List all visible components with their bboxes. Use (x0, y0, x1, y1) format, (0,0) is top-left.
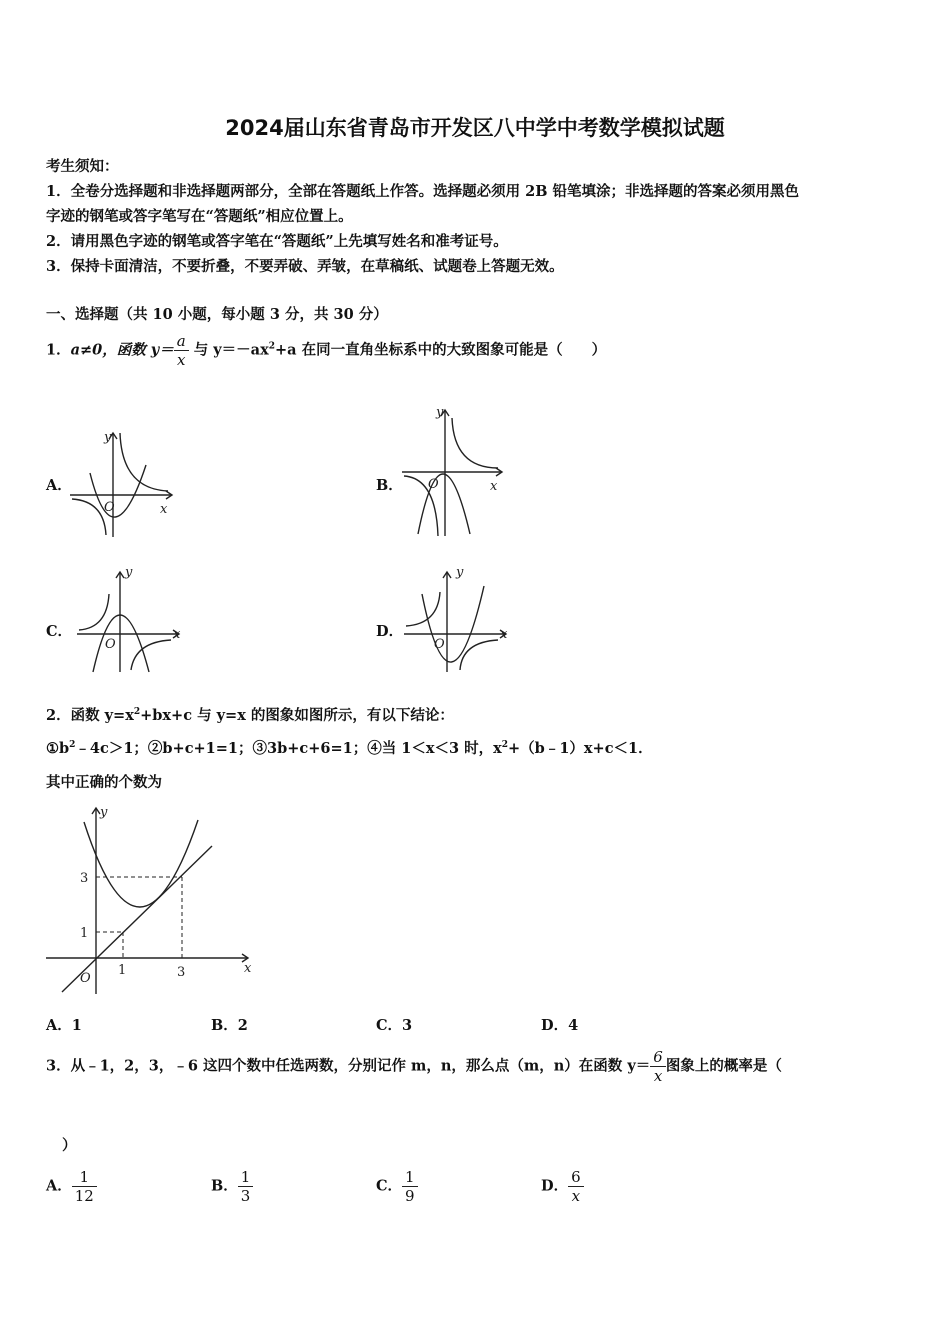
origin-label: O (104, 500, 115, 515)
q1-graph-c (75, 564, 185, 676)
q2-option-d-value: 4 (568, 1017, 579, 1034)
q3-option-c-num: 1 (405, 1168, 415, 1186)
q1-option-a-label[interactable]: A． (46, 477, 72, 494)
q1-sup: 2 (268, 341, 275, 352)
x-tick-1: 1 (118, 963, 127, 978)
hyperbola-branch-1 (79, 594, 109, 630)
q1-lead: 1． (46, 341, 71, 359)
q3-option-d-label: D． (541, 1177, 569, 1195)
origin-label: O (434, 637, 445, 652)
q2-option-b[interactable] (211, 1014, 248, 1035)
q3-text-b: 图象上的概率是（ (665, 1057, 782, 1075)
x-label: x (160, 502, 168, 517)
q1-frac-num: a (176, 332, 186, 350)
q3-option-d[interactable] (541, 1168, 584, 1205)
q3-paren-close: ） (62, 1137, 77, 1154)
question-2-line-1 (46, 704, 454, 725)
q3-option-a-label: A． (46, 1177, 72, 1195)
x-label: x (500, 627, 508, 642)
q1-cond: a≠0，函数 y＝ (70, 341, 174, 359)
hyperbola-branch-1 (452, 418, 498, 468)
q3-text-a: 3．从﹣1，2，3，﹣6 这四个数中任选两数，分别记作 m，n，那么点（m，n）在函数 y＝ (46, 1057, 651, 1075)
q3-option-b-den: 3 (238, 1186, 254, 1205)
q3-option-c-frac (402, 1168, 418, 1205)
q2-line2-a: ①b (46, 740, 70, 757)
x-label: x (490, 479, 498, 494)
origin-label: O (428, 477, 439, 492)
q2-line1-b: +bx+c 与 y=x 的图象如图所示，有以下结论： (140, 707, 454, 724)
q3-option-c[interactable] (376, 1168, 418, 1205)
q2-option-d-label: D． (541, 1017, 569, 1034)
q3-option-d-den: x (568, 1186, 584, 1205)
origin-label: O (80, 971, 91, 986)
y-label: y (456, 565, 464, 580)
y-tick-3: 3 (80, 871, 89, 886)
notice-item-3: 3．保持卡面清洁，不要折叠，不要弄破、弄皱，在草稿纸、试题卷上答题无效。 (46, 258, 564, 275)
q1-option-c-label[interactable]: C． (46, 623, 73, 640)
q2-line2-sup2: 2 (501, 740, 509, 751)
notice-item-2: 2．请用黑色字迹的钢笔或答字笔在“答题纸”上先填写姓名和准考证号。 (46, 233, 508, 250)
q2-option-a[interactable] (46, 1014, 82, 1035)
q2-option-c-value: 3 (402, 1017, 413, 1034)
q3-frac-den: x (650, 1066, 666, 1085)
page-title: 2024届山东省青岛市开发区八中学中考数学模拟试题 (225, 116, 725, 140)
x-label: x (244, 961, 252, 976)
q1-option-d-label[interactable]: D． (376, 623, 404, 640)
q2-line2-sup1: 2 (69, 740, 76, 751)
q3-frac-num: 6 (653, 1048, 663, 1066)
q3-option-a-den: 12 (72, 1186, 97, 1205)
q2-option-a-value: 1 (71, 1017, 82, 1034)
parabola (418, 474, 470, 534)
question-2-line-3: 其中正确的个数为 (46, 774, 162, 791)
y-label: y (104, 430, 112, 445)
q2-line1-sup: 2 (133, 707, 141, 718)
q2-option-c[interactable] (376, 1014, 412, 1035)
q1-fraction (174, 332, 189, 369)
q3-option-d-num: 6 (571, 1168, 581, 1186)
y-label: y (100, 805, 108, 820)
q1-graph-a (68, 425, 178, 543)
q2-line2-c: +（b﹣1）x+c＜1． (508, 740, 653, 757)
question-3-text (46, 1048, 782, 1085)
q1-graph-b (400, 402, 510, 540)
notice-item-1: 1．全卷分选择题和非选择题两部分，全部在答题纸上作答。选择题必须用 2B 铅笔填涂；非选择题的答案必须用黑色 (46, 183, 800, 200)
q3-option-b-num: 1 (240, 1168, 251, 1186)
q1-mid: 与 y＝－ax (188, 341, 269, 359)
q1-tail: +a 在同一直角坐标系中的大致图象可能是（ ） (274, 341, 607, 359)
q2-option-c-label: C． (376, 1017, 403, 1034)
x-label: x (173, 627, 181, 642)
parabola (84, 820, 198, 907)
q3-option-b-label: B． (211, 1177, 238, 1195)
q3-option-d-frac (568, 1168, 584, 1205)
q3-option-c-den: 9 (402, 1186, 418, 1205)
q2-line2-b: ﹣4c＞1；②b+c+1=1；③3b+c+6=1；④当 1＜x＜3 时，x (75, 740, 502, 757)
parabola (422, 586, 484, 662)
q1-option-b-label[interactable]: B． (376, 477, 403, 494)
q2-option-d[interactable] (541, 1014, 578, 1035)
hyperbola-branch-2 (131, 640, 171, 670)
q3-option-b[interactable] (211, 1168, 253, 1205)
parabola (93, 615, 149, 672)
q2-option-a-label: A． (46, 1017, 72, 1034)
q2-line1-a: 2．函数 y=x (46, 707, 134, 724)
q3-option-a-frac (72, 1168, 97, 1205)
q3-option-b-frac (238, 1168, 254, 1205)
q1-graph-d (402, 564, 514, 676)
question-2-line-2 (46, 737, 653, 758)
notice-item-1-cont: 字迹的钢笔或答字笔写在“答题纸”相应位置上。 (46, 208, 353, 225)
q2-option-b-label: B． (211, 1017, 238, 1034)
q1-frac-den: x (174, 350, 189, 369)
parabola (90, 465, 146, 517)
origin-label: O (105, 637, 116, 652)
question-1-text (46, 332, 606, 369)
q2-graph (44, 800, 259, 998)
hyperbola-branch-1 (120, 433, 168, 491)
q3-option-a-num: 1 (79, 1168, 90, 1186)
q2-option-b-value: 2 (237, 1017, 248, 1034)
y-tick-1: 1 (80, 926, 89, 941)
section-heading: 一、选择题（共 10 小题，每小题 3 分，共 30 分） (46, 306, 388, 323)
q3-fraction (650, 1048, 666, 1085)
notice-heading: 考生须知： (46, 158, 119, 175)
q3-option-c-label: C． (376, 1177, 403, 1195)
y-label: y (125, 565, 133, 580)
q3-option-a[interactable] (46, 1168, 97, 1205)
y-label: y (436, 405, 444, 420)
x-tick-3: 3 (177, 965, 186, 980)
